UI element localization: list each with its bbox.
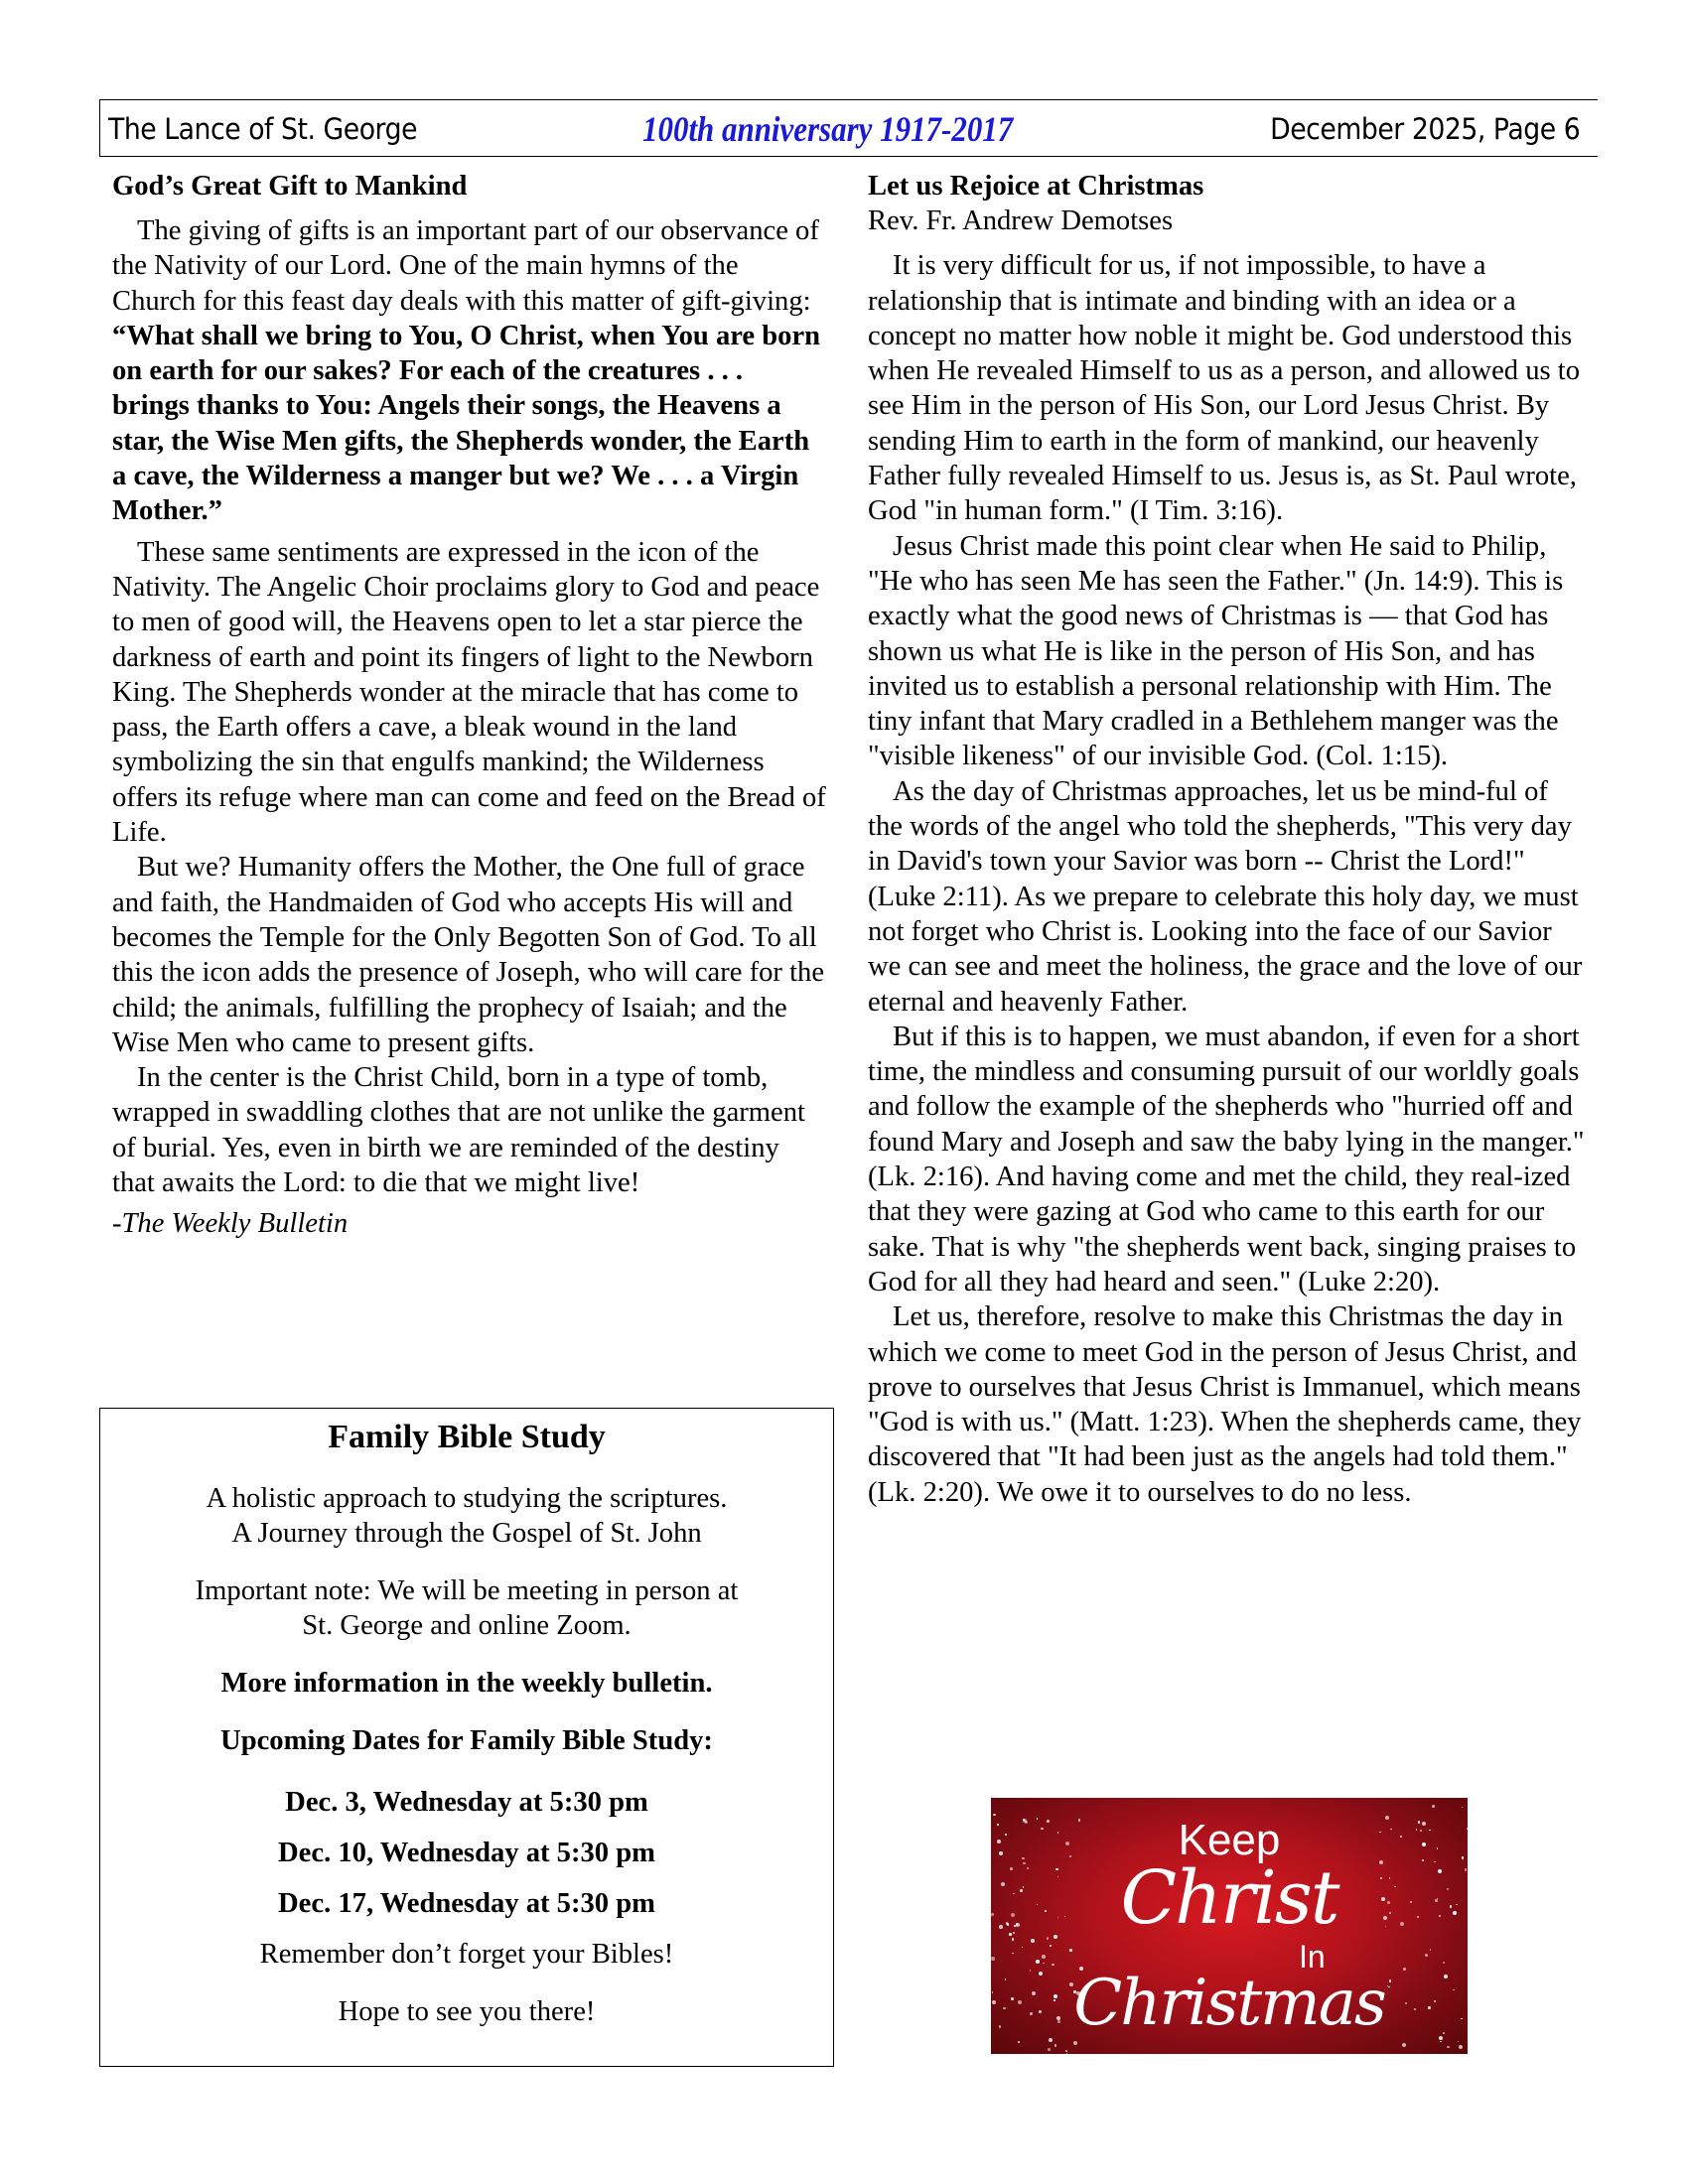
sparkle-dot: [991, 1957, 995, 1961]
article-paragraph: As the day of Christmas approaches, let us be mind-ful of the words of the angel who told the shepherds, "This very day in David's town your Savior was born -- Christ the Lord!" (Luke 2:11). As we prepare to celebrate this holy day, we must not forget who Christ is. Looking into the face of our Savior we can see and meet the holiness, the grace and the love of our eternal and heavenly Father.: [868, 775, 1583, 1018]
sparkle-dot: [1073, 2041, 1077, 2045]
sparkle-dot: [1066, 2053, 1068, 2054]
sparkle-dot: [1425, 1954, 1428, 1957]
bible-study-note: Important note: We will be meeting in person at: [195, 1575, 739, 1606]
sparkle-dot: [1458, 2041, 1460, 2043]
sparkle-dot: [1048, 2048, 1051, 2051]
sparkle-dot: [1055, 2044, 1057, 2047]
bible-study-title: Family Bible Study: [328, 1419, 606, 1455]
publication-name: The Lance of St. George: [108, 112, 418, 146]
page-header: [99, 99, 1598, 157]
bible-study-more-info: More information in the weekly bulletin.: [220, 1668, 713, 1699]
sparkle-dot: [1018, 2041, 1021, 2044]
sparkle-dot: [1432, 1805, 1435, 1808]
sparkle-dot: [1022, 1947, 1024, 1949]
article-paragraph: These same sentiments are expressed in the icon of the Nativity. The Angelic Choir proclaims glory to God and peace to men of good will, the Heavens open to let a star pierce the darkness of earth and point its fingers of light to the Newborn King. The Shepherds wonder at the miracle that has come to pass, the Earth offers a cave, a bleak wound in the land symbolizing the sin that engulfs mankind; the Wilderness offers its refuge where man can come and feed on the Bread of Life.: [112, 536, 826, 849]
article-rejoice-at-christmas: [868, 169, 1588, 1510]
sparkle-dot: [1402, 2043, 1406, 2047]
hymn-quote: “What shall we bring to You, O Christ, when You are born on earth for our sakes? For each of the creatures . . . brings thanks to You: Angels their songs, the Heavens a star, the Wise Men gifts, the Shepherds wonder, the Earth a cave, the Wilderness a manger but we? We . . . a Virgin Mother.”: [112, 320, 821, 527]
paragraph-text: The giving of gifts is an important part of our observance of the Nativity of our Lord. One of the main hymns of the Church for this feast day deals with this matter of gift-giving:: [112, 215, 819, 317]
article-paragraph: Let us, therefore, resolve to make this Christmas the day in which we come to meet God in the person of Jesus Christ, and prove to ourselves that Jesus Christ is Immanuel, which means "God is with us." (Matt. 1:23). When the shepherds came, they discovered that "It had been just as the angels had told them." (Lk. 2:20). We owe it to ourselves to do no less.: [868, 1301, 1582, 1508]
sparkle-dot: [1069, 1949, 1072, 1952]
sparkle-dot: [1440, 2041, 1442, 2043]
sparkle-dot: [1012, 1953, 1014, 1955]
article-paragraph: But we? Humanity offers the Mother, the One full of grace and faith, the Handmaiden of God who accepts His will and becomes the Temple for the Only Begotten Son of God. To all this the icon adds the presence of Joseph, who will care for the child; the animals, fulfilling the prophecy of Isaiah; and the Wise Men who came to present gifts.: [112, 852, 825, 1058]
article-title: Let us Rejoice at Christmas: [868, 171, 1204, 202]
left-column: [112, 169, 827, 1242]
bible-study-intro: A Journey through the Gospel of St. John: [231, 1518, 702, 1549]
issue-date-page: December 2025, Page 6: [1269, 112, 1580, 146]
banner-text-keep: Keep: [1178, 1816, 1281, 1864]
article-paragraph: [112, 213, 827, 529]
bible-study-intro: A holistic approach to studying the scriptures.: [206, 1483, 728, 1514]
article-source: -The Weekly Bulletin: [112, 1208, 349, 1240]
sparkle-dot: [1043, 1963, 1045, 1965]
bible-study-dates-list: [100, 1785, 833, 1921]
bible-study-reminder: Remember don’t forget your Bibles!: [259, 1939, 674, 1970]
family-bible-study-box: [99, 1408, 834, 2067]
anniversary-banner: 100th anniversary 1917-2017: [642, 109, 1014, 149]
sparkle-dot: [1462, 1807, 1464, 1809]
sparkle-dot: [1459, 2045, 1463, 2049]
bible-study-dates-heading: Upcoming Dates for Family Bible Study:: [220, 1725, 713, 1756]
bible-study-date: Dec. 3, Wednesday at 5:30 pm: [285, 1787, 648, 1818]
sparkle-dot: [1036, 1960, 1040, 1964]
banner-text-christ: Christ: [1120, 1855, 1338, 1941]
article-gods-great-gift: [112, 169, 827, 1242]
sparkle-dot: [1050, 1945, 1052, 1947]
article-paragraph: In the center is the Christ Child, born in a type of tomb, wrapped in swaddling clothes that are not unlike the garment of burial. Yes, even in birth we are reminded of the destiny that awaits the Lord: to die that we might live!: [112, 1062, 805, 1199]
sparkle-dot: [1042, 1955, 1046, 1959]
article-paragraph: It is very difficult for us, if not impossible, to have a relationship that is intimate and binding with an idea or a concept no matter how noble it might be. God understood this when He revealed Himself to us as a person, and allowed us to see Him in the person of His Son, our Lord Jesus Christ. By sending Him to earth in the form of mankind, our heavenly Father fully revealed Himself to us. Jesus is, as St. Paul wrote, God "in human form." (I Tim. 3:16).: [868, 250, 1581, 527]
sparkle-dot: [1443, 1962, 1446, 1965]
right-column: [868, 169, 1588, 1510]
banner-text-christmas: Christmas: [1073, 1967, 1385, 2040]
article-title: God’s Great Gift to Mankind: [112, 171, 468, 202]
article-paragraph: But if this is to happen, we must abandon, if even for a short time, the mindless and consuming pursuit of our worldly goals and follow the example of the shepherds who "hurried off and found Mary and Joseph and saw the baby lying in the manger." (Lk. 2:16). And having come and met the child, they real-ized that they were gazing at God who came to this earth for our sake. That is why "the shepherds went back, singing praises to God for all they had heard and seen." (Luke 2:20).: [868, 1021, 1585, 1297]
bible-study-closing: Hope to see you there!: [338, 1996, 596, 2027]
article-author: Rev. Fr. Andrew Demotses: [868, 205, 1174, 236]
banner-text-in: In: [1299, 1939, 1326, 1975]
bible-study-note: St. George and online Zoom.: [302, 1610, 632, 1641]
sparkle-dot: [1447, 2046, 1450, 2049]
bible-study-date: Dec. 10, Wednesday at 5:30 pm: [278, 1838, 655, 1868]
bible-study-date: Dec. 17, Wednesday at 5:30 pm: [278, 1888, 655, 1919]
article-paragraph: Jesus Christ made this point clear when He said to Philip, "He who has seen Me has seen the Father." (Jn. 14:9). This is exactly what the good news of Christmas is — that God has shown us what He is like in the person of His Son, and has invited us to establish a personal relationship with Him. The tiny infant that Mary cradled in a Bethlehem manger was the "visible likeness" of our invisible God. (Col. 1:15).: [868, 530, 1564, 772]
keep-christ-in-christmas-image: [991, 1798, 1468, 2054]
sparkle-dot: [1430, 1949, 1432, 1951]
